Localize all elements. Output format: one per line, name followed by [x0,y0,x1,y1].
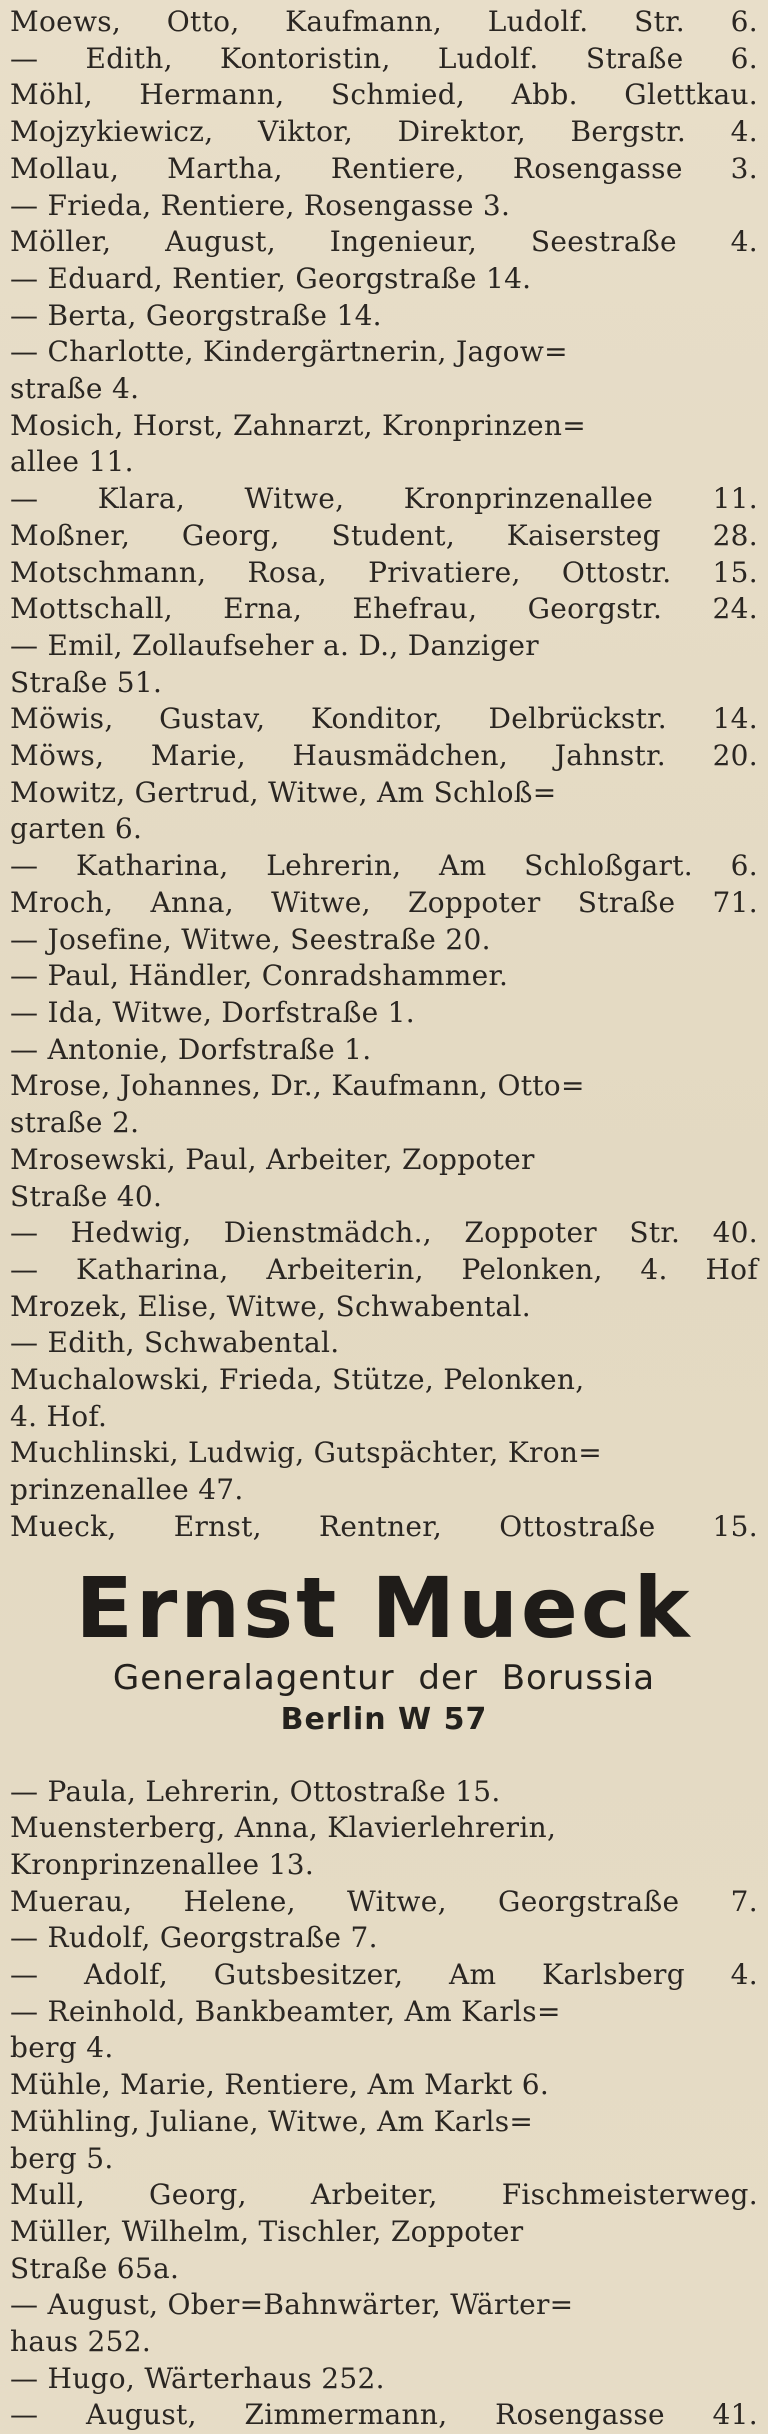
entry-continuation: berg 4. [10,2031,114,2065]
entry-text: Müller, Wilhelm, Tischler, Zoppoter [10,2214,524,2248]
entry-text: Mroch, Anna, Witwe, Zoppoter Straße 71. [10,885,758,919]
entry-text: — August, Ober=Bahnwärter, Wärter= [10,2288,574,2322]
directory-entry [10,41,758,78]
directory-entry [10,2104,758,2177]
directory-entry [10,1994,758,2067]
entries-before [10,4,758,1546]
entry-text: Mueck, Ernst, Rentner, Ottostraße 15. [10,1509,758,1543]
directory-entry [10,2214,758,2287]
entry-text: Moßner, Georg, Student, Kaisersteg 28. [10,518,758,552]
entry-text: Muerau, Helene, Witwe, Georgstraße 7. [10,1884,758,1918]
entry-text: Mühle, Marie, Rentiere, Am Markt 6. [10,2068,550,2102]
directory-entry [10,334,758,407]
directory-entry [10,958,758,995]
directory-entry [10,775,758,848]
entry-text: Muchlinski, Ludwig, Gutspächter, Kron= [10,1436,602,1470]
directory-entry [10,2397,758,2434]
advertisement [10,1560,758,1740]
directory-entry [10,591,758,628]
directory-entry [10,2067,758,2104]
entry-continuation: Straße 51. [10,665,163,699]
entry-text: — Emil, Zollaufseher a. D., Danziger [10,628,539,662]
entry-text: — Paul, Händler, Conradshammer. [10,959,509,993]
directory-entry [10,922,758,959]
directory-entry [10,1032,758,1069]
entry-text: — Reinhold, Bankbeamter, Am Karls= [10,1994,561,2028]
directory-entry [10,1920,758,1957]
directory-entry [10,885,758,922]
entry-text: — Charlotte, Kindergärtnerin, Jagow= [10,335,568,369]
entry-text: Möller, August, Ingenieur, Seestraße 4. [10,225,758,259]
entry-text: Möhl, Hermann, Schmied, Abb. Glettkau. [10,78,758,112]
entry-text: Mosich, Horst, Zahnarzt, Kronprinzen= [10,408,586,442]
entry-text: — Ida, Witwe, Dorfstraße 1. [10,995,415,1029]
entry-text: Mrozek, Elise, Witwe, Schwabental. [10,1289,532,1323]
directory-entry [10,2287,758,2360]
entry-continuation: straße 4. [10,372,140,406]
directory-entry [10,1810,758,1883]
entry-text: — Edith, Schwabental. [10,1326,340,1360]
directory-entry [10,738,758,775]
entry-text: — Paula, Lehrerin, Ottostraße 15. [10,1774,501,1808]
entry-text: — Edith, Kontoristin, Ludolf. Straße 6. [10,41,758,75]
directory-entry [10,2361,758,2398]
ad-line-2: Berlin W 57 [280,1701,488,1737]
entry-text: Mojzykiewicz, Viktor, Direktor, Bergstr. 4. [10,115,758,149]
entry-continuation: straße 2. [10,1106,140,1140]
entry-continuation: berg 5. [10,2141,114,2175]
directory-entry [10,408,758,481]
entry-text: Muchalowski, Frieda, Stütze, Pelonken, [10,1363,585,1397]
entry-text: Moews, Otto, Kaufmann, Ludolf. Str. 6. [10,5,758,38]
directory-entry [10,1252,758,1289]
entry-text: Mühling, Juliane, Witwe, Am Karls= [10,2104,534,2138]
entry-text: — Hedwig, Dienstmädch., Zoppoter Str. 40. [10,1216,758,1250]
entry-text: — Adolf, Gutsbesitzer, Am Karlsberg 4. [10,1958,758,1992]
entry-text: — Hugo, Wärterhaus 252. [10,2361,385,2395]
entry-text: Motschmann, Rosa, Privatiere, Ottostr. 15. [10,555,758,589]
directory-entry [10,995,758,1032]
entry-continuation: Straße 40. [10,1179,163,1213]
directory-entry [10,1957,758,1994]
directory-entry [10,261,758,298]
directory-entry [10,848,758,885]
directory-entry [10,1215,758,1252]
directory-entry [10,518,758,555]
directory-entry [10,1362,758,1435]
directory-entry [10,151,758,188]
entry-text: — August, Zimmermann, Rosengasse 41. [10,2398,758,2432]
directory-entry [10,481,758,518]
entry-text: — Josefine, Witwe, Seestraße 20. [10,922,491,956]
entry-continuation: Kronprinzenallee 13. [10,1847,315,1881]
directory-entry [10,1435,758,1508]
directory-entry [10,1509,758,1546]
entry-continuation: prinzenallee 47. [10,1473,244,1507]
entry-text: — Berta, Georgstraße 14. [10,298,382,332]
directory-entry [10,2177,758,2214]
directory-entry [10,1325,758,1362]
directory-entry [10,1884,758,1921]
ad-name: Ernst Mueck [75,1558,693,1657]
entry-continuation: haus 252. [10,2325,152,2359]
entry-text: — Katharina, Arbeiterin, Pelonken, 4. Hof [10,1252,758,1286]
entry-continuation: allee 11. [10,445,134,479]
entry-text: Mottschall, Erna, Ehefrau, Georgstr. 24. [10,592,758,626]
directory-entry [10,114,758,151]
entry-text: — Katharina, Lehrerin, Am Schloßgart. 6. [10,849,758,883]
entry-text: — Frieda, Rentiere, Rosengasse 3. [10,188,511,222]
directory-entry [10,1289,758,1326]
entry-continuation: Straße 65a. [10,2251,180,2285]
ad-line-1: Generalagentur der Borussia [112,1657,656,1698]
entry-text: — Rudolf, Georgstraße 7. [10,1921,378,1955]
entry-continuation: 4. Hof. [10,1399,108,1433]
entry-text: Mrose, Johannes, Dr., Kaufmann, Otto= [10,1069,585,1103]
directory-entry [10,1142,758,1215]
entry-text: — Antonie, Dorfstraße 1. [10,1032,372,1066]
directory-entry [10,224,758,261]
directory-entry [10,1774,758,1811]
directory-entry [10,555,758,592]
entry-text: — Eduard, Rentier, Georgstraße 14. [10,261,532,295]
directory-entry [10,298,758,335]
directory-entry [10,628,758,701]
entry-text: Muensterberg, Anna, Klavierlehrerin, [10,1811,557,1845]
entry-text: Mowitz, Gertrud, Witwe, Am Schloß= [10,775,557,809]
directory-entry [10,188,758,225]
entry-text: Möwis, Gustav, Konditor, Delbrückstr. 14. [10,702,758,736]
directory-entry [10,1068,758,1141]
directory-entry [10,77,758,114]
entry-text: Mrosewski, Paul, Arbeiter, Zoppoter [10,1142,535,1176]
entry-text: Mull, Georg, Arbeiter, Fischmeisterweg. [10,2178,758,2212]
entry-text: Möws, Marie, Hausmädchen, Jahnstr. 20. [10,739,758,773]
entry-text: — Klara, Witwe, Kronprinzenallee 11. [10,482,758,516]
directory-entry [10,701,758,738]
entry-continuation: garten 6. [10,812,143,846]
directory-entry [10,4,758,41]
entries-after [10,1774,758,2434]
entry-text: Mollau, Martha, Rentiere, Rosengasse 3. [10,151,758,185]
